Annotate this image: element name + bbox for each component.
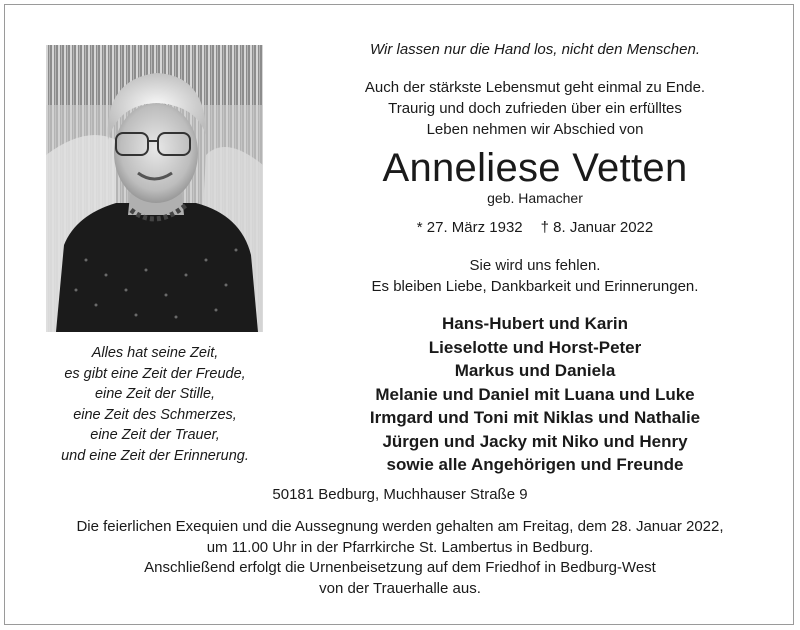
mourner-line: Melanie und Daniel mit Luana und Luke: [375, 384, 695, 404]
poem-line: eine Zeit der Stille,: [94, 386, 216, 402]
birth-name: geb. Hamacher: [487, 190, 583, 206]
remembrance-text: [300, 255, 770, 297]
intro-line: Traurig und doch zufrieden über ein erfülltes: [388, 100, 682, 117]
service-line: von der Trauerhalle aus.: [319, 579, 481, 597]
portrait-photo: [46, 45, 263, 332]
service-line: um 11.00 Uhr in der Pfarrkirche St. Lambertus in Bedburg.: [206, 538, 594, 556]
poem: [30, 343, 280, 466]
intro-line: Auch der stärkste Lebensmut geht einmal zu Ende.: [364, 79, 706, 96]
mourner-line: sowie alle Angehörigen und Freunde: [386, 455, 684, 474]
address: 50181 Bedburg, Muchhauser Straße 9: [272, 486, 528, 503]
death-date: † 8. Januar 2022: [540, 219, 654, 236]
remembrance-line: Es bleiben Liebe, Dankbarkeit und Erinnerungen.: [371, 278, 699, 295]
poem-line: und eine Zeit der Erinnerung.: [61, 447, 249, 464]
service-info: [0, 517, 800, 599]
poem-line: es gibt eine Zeit der Freude,: [64, 365, 246, 382]
service-line: Die feierlichen Exequien und die Aussegnung werden gehalten am Freitag, dem 28. Januar 2022,: [76, 518, 724, 535]
intro-line: Leben nehmen wir Abschied von: [426, 121, 644, 138]
poem-line: eine Zeit der Trauer,: [90, 427, 220, 443]
poem-line: eine Zeit des Schmerzes,: [73, 406, 237, 423]
mourner-line: Hans-Hubert und Karin: [441, 314, 629, 333]
intro-text: [300, 77, 770, 140]
mourners-list: [300, 312, 770, 477]
service-line: Anschließend erfolgt die Urnenbeisetzung auf dem Friedhof in Bedburg-West: [144, 559, 656, 576]
mourner-line: Lieselotte und Horst-Peter: [428, 337, 642, 357]
notice-main: [300, 40, 770, 477]
motto: Wir lassen nur die Hand los, nicht den Menschen.: [369, 41, 701, 58]
mourner-line: Jürgen und Jacky mit Niko und Henry: [382, 431, 688, 451]
mourner-line: Markus und Daniela: [454, 361, 616, 380]
remembrance-line: Sie wird uns fehlen.: [469, 257, 601, 274]
deceased-name: Anneliese Vetten: [382, 146, 688, 190]
birth-date: * 27. März 1932: [416, 219, 523, 236]
poem-line: Alles hat seine Zeit,: [91, 345, 219, 361]
mourner-line: Irmgard und Toni mit Niklas und Nathalie: [369, 408, 701, 427]
portrait-icon: [46, 45, 263, 332]
life-dates: [300, 218, 770, 238]
